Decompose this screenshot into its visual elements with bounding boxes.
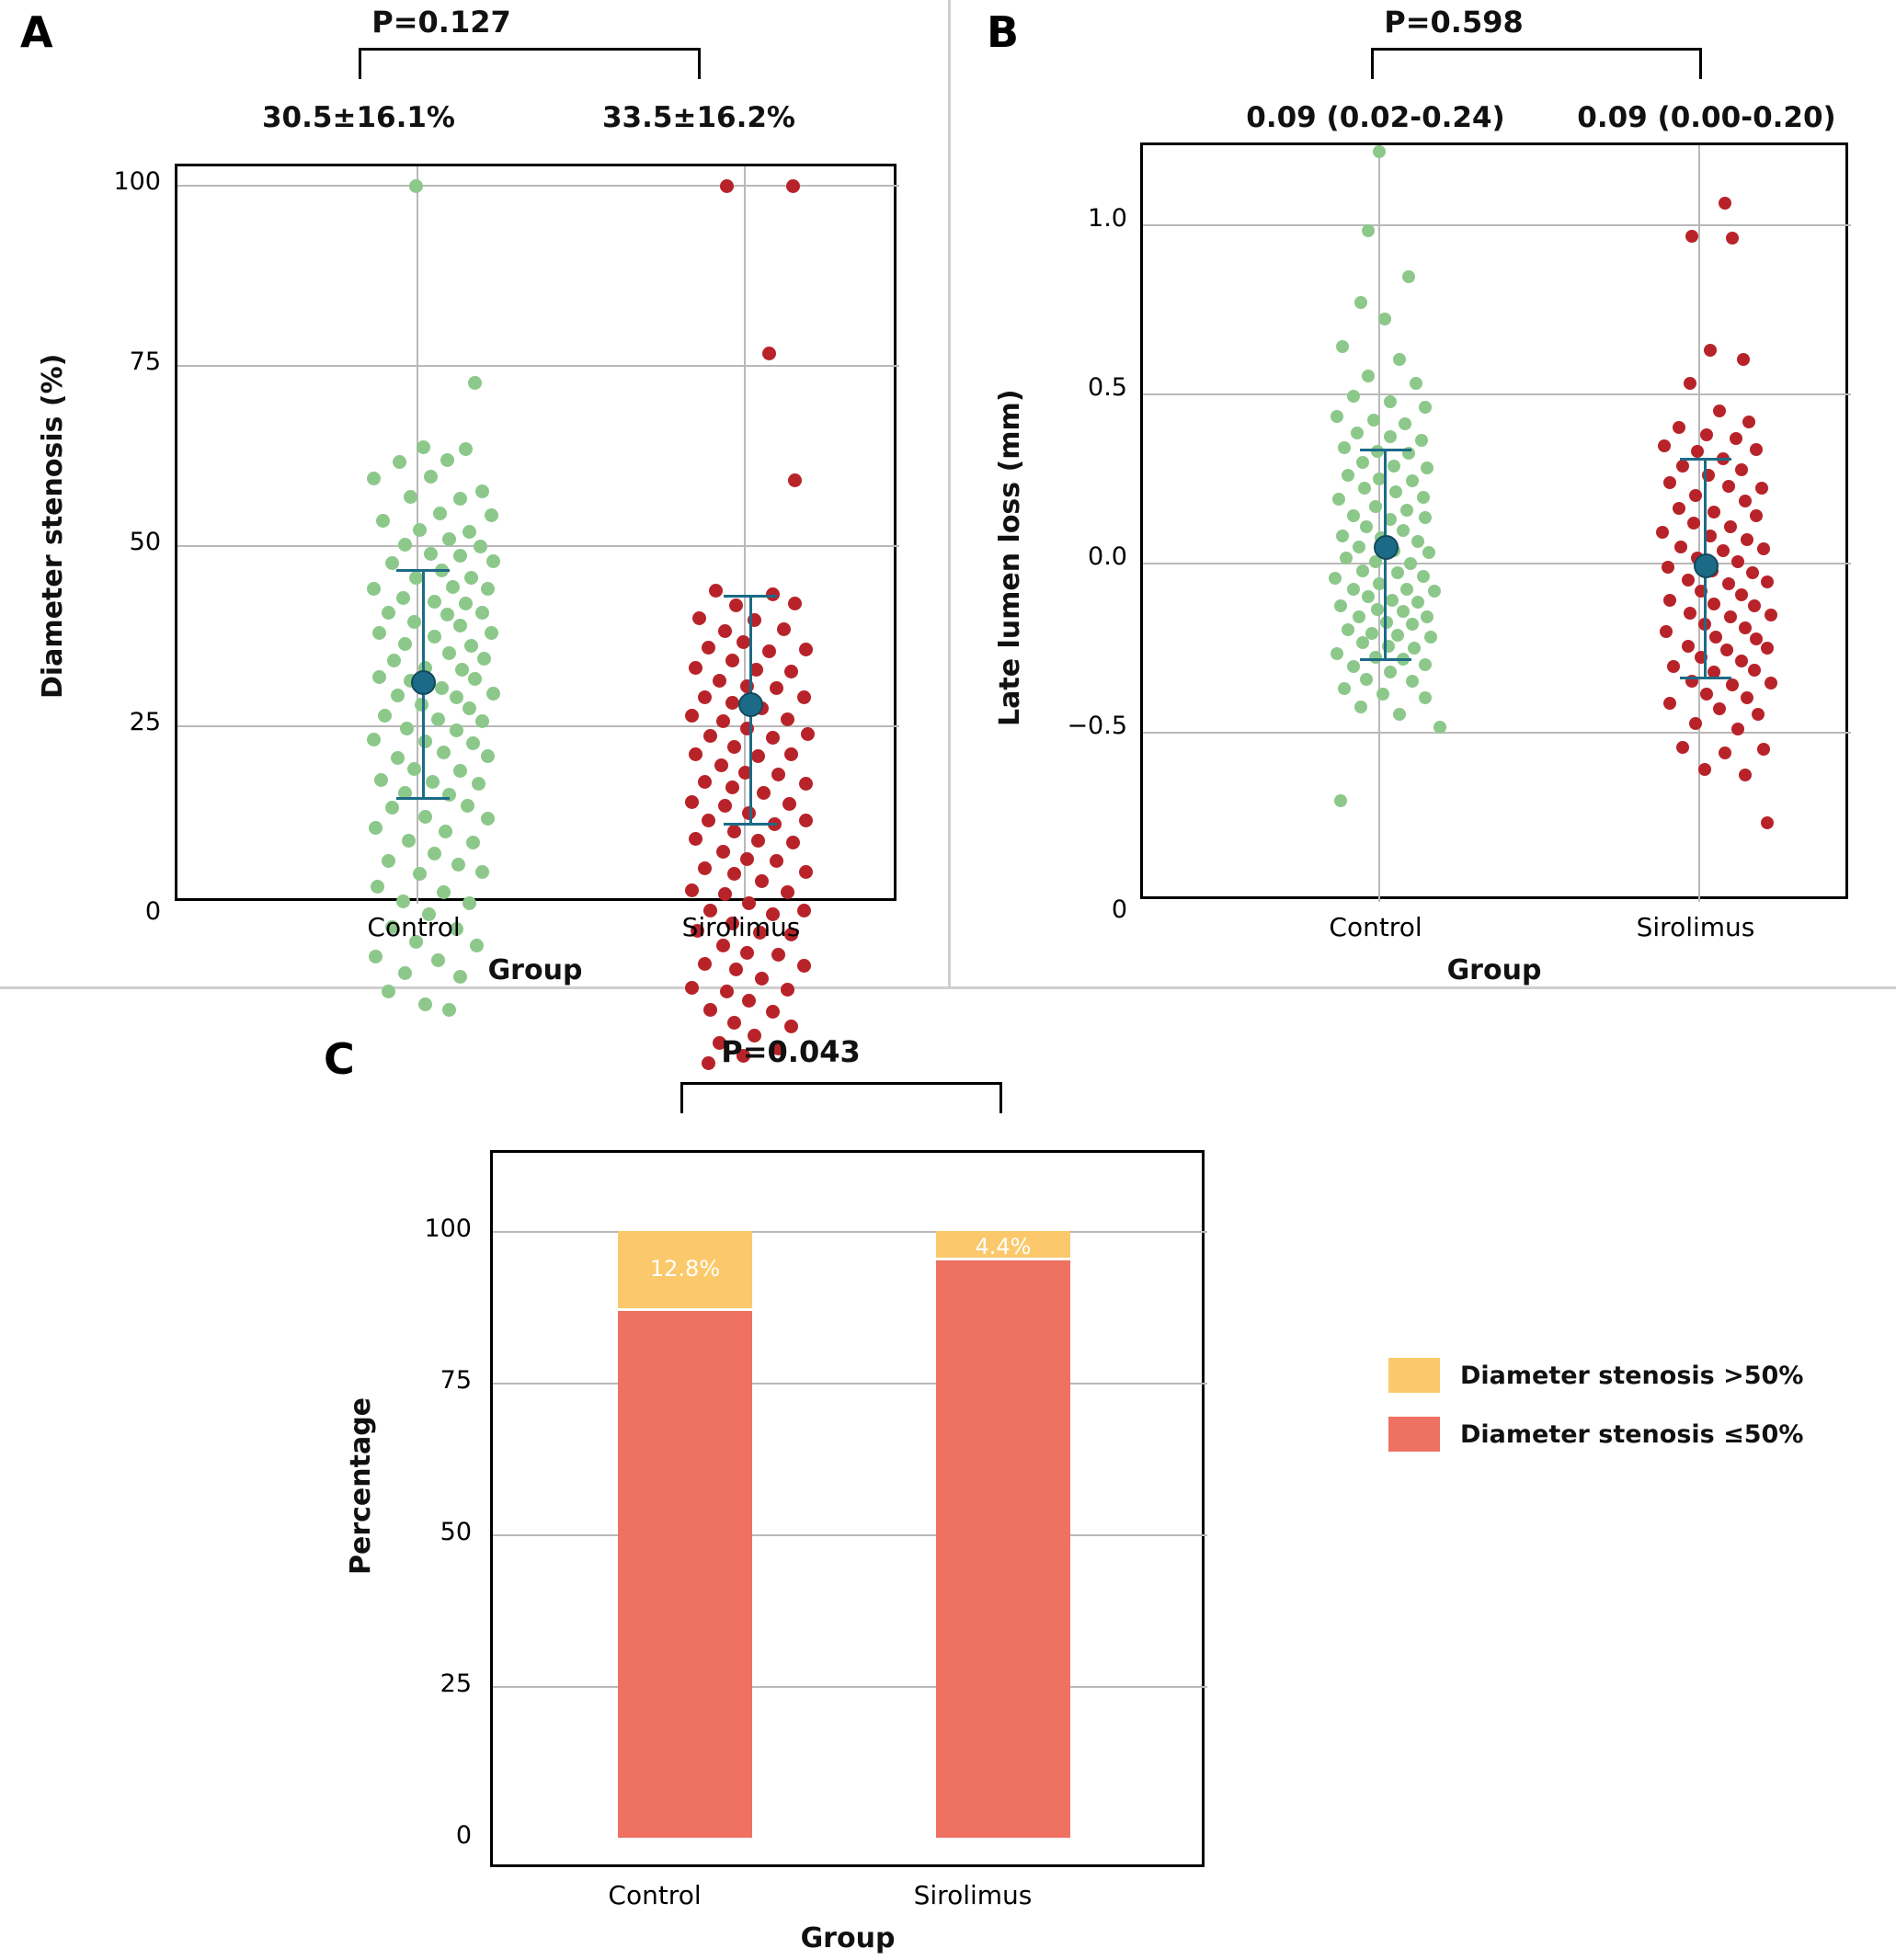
panel-c-ytick-75: 75 <box>440 1366 472 1395</box>
panel-c-bar-sirolimus-under50 <box>936 1260 1070 1838</box>
legend-label-over50: Diameter stenosis >50% <box>1460 1362 1804 1390</box>
panel-b-ytick-0: 0 <box>1111 895 1127 924</box>
legend-item-over50 <box>1388 1354 1867 1396</box>
panel-c <box>0 986 1896 1960</box>
panel-c-ytick-100: 100 <box>424 1214 472 1243</box>
panel-c-bar-control-over50-label: 12.8% <box>649 1256 721 1282</box>
panel-a-ytick-0: 0 <box>144 897 161 926</box>
panel-a-ytick-25: 25 <box>129 708 161 736</box>
panel-c-xtick-sirolimus: Sirolimus <box>913 1880 1033 1910</box>
panel-b-xlabel: Group <box>1446 954 1542 986</box>
legend-swatch-over50 <box>1388 1358 1440 1393</box>
panel-a-ytick-50: 50 <box>129 528 161 556</box>
panel-a-ylabel: Diameter stenosis (%) <box>37 353 69 699</box>
panel-a-summary-sirolimus: 33.5±16.2% <box>601 101 795 134</box>
panel-a-ytick-100: 100 <box>113 167 161 196</box>
panel-a-significance-bracket <box>359 48 701 79</box>
panel-a-ytick-75: 75 <box>129 348 161 376</box>
panel-a-pvalue: P=0.127 <box>371 5 511 40</box>
panel-a-letter: A <box>20 7 53 57</box>
panel-b-ytick-0.0: 0.0 <box>1088 542 1127 571</box>
panel-c-xtick-control: Control <box>608 1880 702 1910</box>
panel-c-bar-sirolimus-over50-label: 4.4% <box>975 1234 1032 1259</box>
panel-b-ytick-0.5: 0.5 <box>1088 373 1127 402</box>
panel-c-xlabel: Group <box>800 1922 896 1954</box>
panel-b-significance-bracket <box>1371 48 1702 79</box>
panel-b-summary-control: 0.09 (0.02-0.24) <box>1246 101 1505 134</box>
panel-a <box>0 0 948 986</box>
panel-b-summary-sirolimus: 0.09 (0.00-0.20) <box>1577 101 1836 134</box>
panel-b-letter: B <box>987 7 1020 57</box>
legend-label-under50: Diameter stenosis ≤50% <box>1460 1420 1804 1449</box>
panel-c-ytick-50: 50 <box>440 1518 472 1546</box>
panel-c-ytick-25: 25 <box>440 1669 472 1698</box>
panel-b <box>948 0 1896 986</box>
panel-b-pvalue: P=0.598 <box>1384 5 1524 40</box>
panel-b-ytick-1.0: 1.0 <box>1088 204 1127 233</box>
panel-b-xtick-control: Control <box>1329 912 1422 942</box>
panel-c-letter: C <box>324 1034 355 1084</box>
panel-b-xtick-sirolimus: Sirolimus <box>1636 912 1755 942</box>
panel-b-ytick--0.5: −0.5 <box>1067 712 1127 740</box>
panel-c-bar-control-under50 <box>618 1311 752 1838</box>
panel-a-summary-control: 30.5±16.1% <box>261 101 455 134</box>
panel-c-significance-bracket <box>680 1082 1002 1113</box>
panel-a-xlabel: Group <box>487 954 583 986</box>
panel-a-control-mean <box>411 670 436 695</box>
panel-a-xtick-control: Control <box>367 912 461 942</box>
panel-b-sirolimus-mean <box>1694 553 1719 578</box>
legend-swatch-under50 <box>1388 1417 1440 1452</box>
panel-a-sirolimus-mean <box>738 692 763 717</box>
panel-b-ylabel: Late lumen loss (mm) <box>994 389 1026 726</box>
panel-c-pvalue: P=0.043 <box>721 1034 861 1069</box>
panel-b-control-mean <box>1374 535 1399 560</box>
panel-c-legend <box>1388 1354 1867 1472</box>
legend-item-under50 <box>1388 1413 1867 1455</box>
panel-c-ytick-0: 0 <box>455 1821 472 1850</box>
panel-a-plot-area <box>175 164 897 901</box>
panel-c-ylabel: Percentage <box>345 1396 377 1575</box>
panel-c-plot-area <box>490 1150 1205 1867</box>
panel-b-plot-area <box>1140 142 1848 899</box>
panel-a-xtick-sirolimus: Sirolimus <box>681 912 801 942</box>
